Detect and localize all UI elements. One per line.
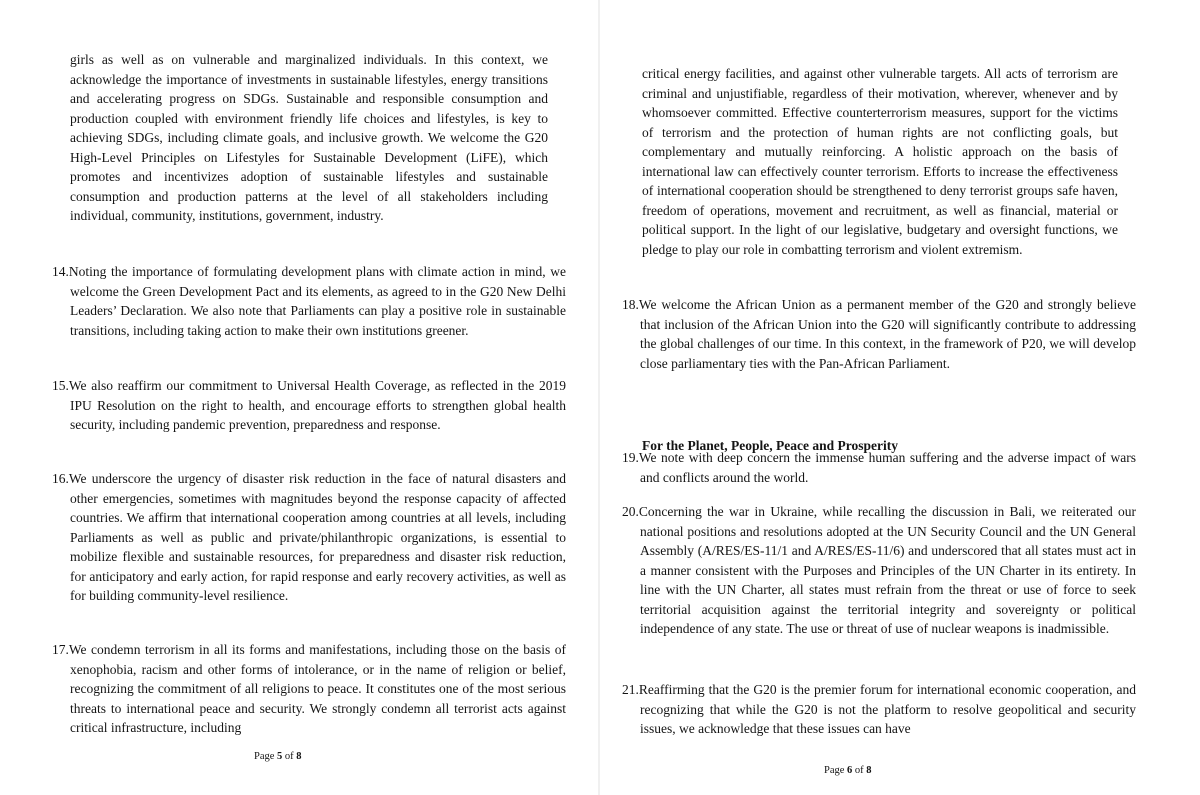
page-footer: Page 6 of 8	[824, 765, 872, 776]
paragraph-text: We underscore the urgency of disaster risk reduction in the face of natural disasters and other emergencies, sometimes with magnitudes beyond the response capacity of affected countries. We affirm that international cooperation among countries at all levels, including Parliaments as well as public and private/philanthropic organizations, is essential to mobilize flexible and sustainable resources, for preparedness and disaster risk reduction, for anticipatory and early action, for rapid response and early recovery activities, as well as for building community-level resilience.	[68, 471, 566, 603]
continuation-paragraph: girls as well as on vulnerable and marginalized individuals. In this context, we acknowledge the importance of investments in sustainable lifestyles, energy transitions and accelerating progress on SDGs. Sustainable and responsible consumption and production coupled with environment friendly life choices and lifestyles, is key to achieving SDGs, including climate goals, and inclusive growth. We welcome the G20 High-Level Principles on Lifestyles for Sustainable Development (LiFE), which promotes and incentivizes adoption of sustainable lifestyles and sustainable consumption and production patterns at the level of all stakeholders including individual, community, institutions, government, industry.	[70, 52, 548, 223]
paragraph-text: Reaffirming that the G20 is the premier forum for international economic cooperation, and recognizing that while the G20 is not the platform to resolve geopolitical and security issues, we acknowledge that these issues can have	[638, 682, 1136, 736]
paragraph-14	[52, 262, 566, 340]
paragraph-17	[52, 640, 566, 738]
paragraph-19	[622, 448, 1136, 487]
paragraph-18	[622, 295, 1136, 373]
paragraph-15	[52, 376, 566, 435]
paragraph-21	[622, 680, 1136, 739]
paragraph-20	[622, 502, 1136, 639]
paragraph-text: We condemn terrorism in all its forms and manifestations, including those on the basis of xenophobia, racism and other forms of intolerance, or in the name of religion or belief, recognizing the commitment of all religions to peace. It constitutes one of the most serious threats to international peace and security. We strongly condemn all terrorist acts against critical infrastructure, including	[68, 642, 566, 735]
paragraph-number: 20.	[622, 504, 639, 519]
paragraph-16	[52, 469, 566, 606]
page-gutter	[598, 0, 600, 795]
paragraph-number: 16.	[52, 471, 69, 486]
paragraph-number: 17.	[52, 642, 69, 657]
paragraph-text: Noting the importance of formulating development plans with climate action in mind, we welcome the Green Development Pact and its elements, as agreed to in the G20 New Delhi Leaders’ Declaration. We also note that Parliaments can play a positive role in sustainable transitions, including taking action to make their own institutions greener.	[68, 264, 566, 338]
paragraph-number: 21.	[622, 682, 639, 697]
paragraph-number: 19.	[622, 450, 639, 465]
paragraph-text: We welcome the African Union as a permanent member of the G20 and strongly believe that inclusion of the African Union into the G20 will significantly contribute to addressing the global challenges of our time. In this context, in the framework of P20, we will develop close parliamentary ties with the Pan-African Parliament.	[638, 297, 1136, 371]
paragraph-text: We note with deep concern the immense human suffering and the adverse impact of wars and conflicts around the world.	[638, 450, 1136, 485]
paragraph-text: We also reaffirm our commitment to Universal Health Coverage, as reflected in the 2019 IPU Resolution on the right to health, and encourage efforts to strengthen global health security, including pandemic prevention, preparedness and response.	[68, 378, 566, 432]
paragraph-text: Concerning the war in Ukraine, while recalling the discussion in Bali, we reiterated our national positions and resolutions adopted at the UN Security Council and the UN General Assembly (A/RES/ES-11/1 and A/RES/ES-11/6) and underscored that all states must act in a manner consistent with the Purposes and Principles of the UN Charter in its entirety. In line with the UN Charter, all states must refrain from the threat or use of force to seek territorial acquisition against the territorial integrity and sovereignty or political independence of any state. The use or threat of use of nuclear weapons is inadmissible.	[638, 504, 1136, 636]
section-heading: For the Planet, People, Peace and Prosperity	[642, 438, 898, 453]
paragraph-number: 15.	[52, 378, 69, 393]
page-6	[602, 0, 1200, 795]
paragraph-number: 18.	[622, 297, 639, 312]
page-5	[0, 0, 596, 795]
paragraph-number: 14.	[52, 264, 69, 279]
continuation-paragraph: critical energy facilities, and against other vulnerable targets. All acts of terrorism are criminal and unjustifiable, regardless of their motivation, wherever, whenever and by whomsoever committed. Effective counterterrorism measures, support for the victims of terrorism and the protection of human rights are not conflicting goals, but complementary and mutually reinforcing. A holistic approach on the basis of international law can effectively counter terrorism. Efforts to increase the effectiveness of international cooperation should be strengthened to deny terrorist groups safe haven, freedom of operations, movement and recruitment, as well as financial, material or political support. In the light of our legislative, budgetary and oversight functions, we pledge to play our role in combatting terrorism and violent extremism.	[642, 66, 1118, 257]
page-footer: Page 5 of 8	[254, 751, 302, 762]
